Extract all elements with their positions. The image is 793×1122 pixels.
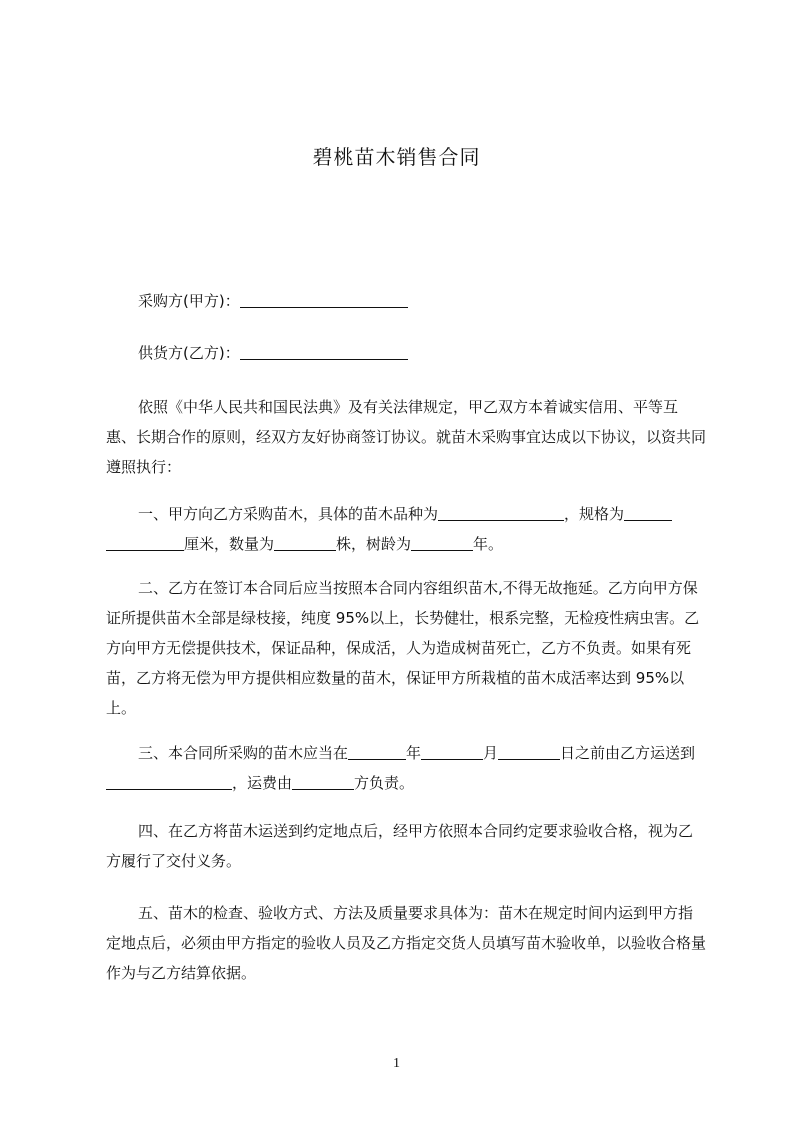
clause-1-end-text: 年。: [473, 535, 504, 553]
quantity-blank: [274, 533, 336, 551]
buyer-blank: [240, 290, 408, 308]
variety-blank: [438, 503, 564, 521]
buyer-line: [106, 286, 738, 316]
clause-3-freight-text: ，运费由: [232, 774, 293, 792]
clause-3-delivery-text: 三、本合同所采购的苗木应当在: [138, 744, 349, 762]
year-blank: [348, 742, 406, 760]
buyer-label: 采购方(甲方)：: [138, 292, 240, 310]
page-number: 1: [393, 1056, 400, 1071]
clause-1-age-text: 株，树龄为: [336, 535, 412, 553]
day-blank: [498, 742, 560, 760]
seller-label: 供货方(乙方)：: [138, 344, 240, 362]
clause-3-paragraph: [106, 738, 706, 798]
month-blank: [421, 742, 483, 760]
clause-3-destination-text: 日之前由乙方运送到: [560, 744, 696, 762]
tree-age-blank: [411, 533, 473, 551]
freight-party-blank: [292, 772, 354, 790]
destination-blank: [106, 772, 232, 790]
clause-1-variety-text: 一、甲方向乙方采购苗木，具体的苗木品种为: [138, 505, 439, 523]
clause-1-quantity-text: 厘米，数量为: [184, 535, 275, 553]
spec-blank-cont: [106, 533, 184, 551]
preamble-paragraph: 依照《中华人民共和国民法典》及有关法律规定，甲乙双方本着诚实信用、平等互惠、长期合作的原则，经双方友好协商签订协议。就苗木采购事宜达成以下协议，以资共同遵照执行：: [106, 398, 707, 476]
clause-2-paragraph: 二、乙方在签订本合同后应当按照本合同内容组织苗木,不得无故拖延。乙方向甲方保证所提供苗木全部是绿枝接，纯度 95%以上，长势健壮，根系完整，无检疫性病虫害。乙方向甲方无偿提供技术，保证品种，保成活，人为造成树苗死亡，乙方不负责。如果有死苗，乙方将无偿为甲方提供相应数量的苗木，保证甲方所栽植的苗木成活率达到 95%以上。: [106, 579, 700, 717]
spec-blank: [624, 503, 672, 521]
clause-3-month-label: 月: [483, 744, 499, 762]
clause-3-end-text: 方负责。: [354, 774, 415, 792]
seller-blank: [240, 342, 408, 360]
clause-5-paragraph: 五、苗木的检查、验收方式、方法及质量要求具体为：苗木在规定时间内运到甲方指定地点后，必须由甲方指定的验收人员及乙方指定交货人员填写苗木验收单，以验收合格量作为与乙方结算依据。: [106, 904, 707, 982]
contract-title: 碧桃苗木销售合同: [312, 145, 481, 169]
clause-1-spec-text: ，规格为: [564, 505, 625, 523]
clause-1-paragraph: [106, 499, 706, 559]
seller-line: [106, 338, 738, 368]
clause-4-paragraph: 四、在乙方将苗木运送到约定地点后，经甲方依照本合同约定要求验收合格，视为乙方履行了交付义务。: [106, 822, 694, 870]
clause-3-year-label: 年: [406, 744, 422, 762]
